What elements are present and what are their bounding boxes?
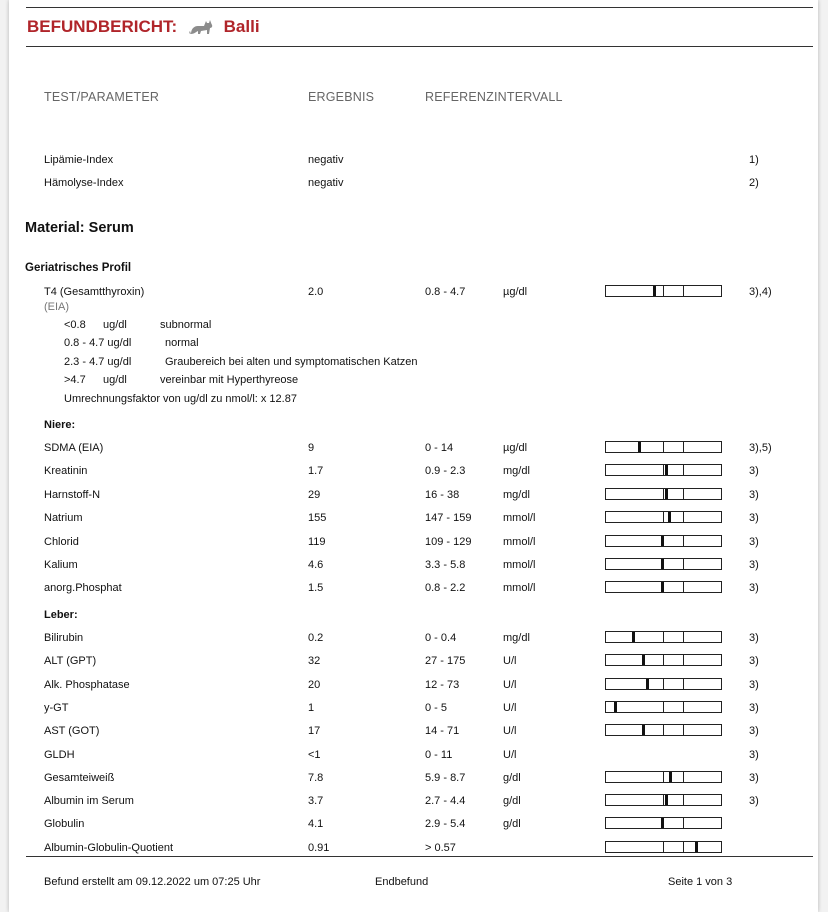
- lab-range-bar: [605, 464, 722, 476]
- lab-parameter-name: Gesamteiweiß: [44, 772, 115, 784]
- lab-result-value: 20: [308, 679, 321, 691]
- t4-unit: µg/dl: [503, 286, 528, 298]
- lab-range-marker: [642, 655, 645, 665]
- lab-parameter-name: Albumin-Globulin-Quotient: [44, 842, 174, 854]
- lab-footnote: 3): [749, 465, 759, 477]
- lab-unit: µg/dl: [503, 442, 528, 454]
- lab-range-bar: [605, 631, 722, 643]
- lab-reference-range: 147 - 159: [425, 512, 472, 524]
- t4-range-marker: [653, 286, 656, 296]
- lab-result-value: 1: [308, 702, 315, 714]
- t4-interp-unit: ug/dl: [103, 374, 127, 386]
- lab-range-bar: [605, 841, 722, 853]
- lab-result-value: 0.2: [308, 632, 324, 644]
- lab-reference-range: 16 - 38: [425, 489, 460, 501]
- header-bottom-rule: [26, 46, 813, 47]
- material-heading: Material: Serum: [25, 220, 134, 236]
- lab-reference-range: 3.3 - 5.8: [425, 559, 466, 571]
- lab-reference-range: 0 - 11: [425, 749, 453, 761]
- lab-result-value: 7.8: [308, 772, 324, 784]
- lab-footnote: 3): [749, 536, 759, 548]
- lab-result-value: 4.1: [308, 818, 324, 830]
- lab-footnote: 3): [749, 655, 759, 667]
- lab-parameter-name: Kreatinin: [44, 465, 88, 477]
- lab-range-marker: [646, 679, 649, 689]
- lab-unit: U/l: [503, 725, 517, 737]
- lab-reference-range: 14 - 71: [425, 725, 460, 737]
- lab-footnote: 3),5): [749, 442, 772, 454]
- lab-result-value: 9: [308, 442, 315, 454]
- lab-parameter-name: Bilirubin: [44, 632, 84, 644]
- lab-range-marker: [665, 465, 668, 475]
- lab-parameter-name: AST (GOT): [44, 725, 100, 737]
- lab-footnote: 3): [749, 795, 759, 807]
- lab-result-value: 17: [308, 725, 321, 737]
- lab-reference-range: 0.9 - 2.3: [425, 465, 466, 477]
- report-page: [9, 0, 818, 912]
- t4-reference: 0.8 - 4.7: [425, 286, 466, 298]
- index-value: negativ: [308, 154, 344, 166]
- lab-range-bar: [605, 701, 722, 713]
- lab-unit: mg/dl: [503, 465, 530, 477]
- lab-parameter-name: Harnstoff-N: [44, 489, 101, 501]
- t4-interp-text: Graubereich bei alten und symptomatischen Katzen: [165, 356, 418, 368]
- lab-unit: g/dl: [503, 795, 521, 807]
- cat-icon: [188, 16, 214, 41]
- lab-unit: U/l: [503, 655, 517, 667]
- lab-range-bar: [605, 678, 722, 690]
- lab-result-value: 155: [308, 512, 327, 524]
- lab-range-bar: [605, 581, 722, 593]
- footer-status: Endbefund: [375, 876, 429, 888]
- patient-name: Balli: [223, 17, 260, 36]
- lab-reference-range: 0 - 5: [425, 702, 448, 714]
- lab-reference-range: 2.9 - 5.4: [425, 818, 466, 830]
- lab-reference-range: 109 - 129: [425, 536, 472, 548]
- lab-range-marker: [661, 536, 664, 546]
- lab-reference-range: 27 - 175: [425, 655, 466, 667]
- index-note: 2): [749, 177, 759, 189]
- lab-result-value: <1: [308, 749, 321, 761]
- lab-result-value: 1.7: [308, 465, 324, 477]
- lab-unit: U/l: [503, 749, 517, 761]
- lab-range-marker: [632, 632, 635, 642]
- profile-heading: Geriatrisches Profil: [25, 262, 132, 274]
- lab-range-marker: [665, 795, 668, 805]
- lab-range-marker: [614, 702, 617, 712]
- t4-method: (EIA): [44, 301, 70, 313]
- lab-range-bar: [605, 488, 722, 500]
- lab-range-marker: [668, 512, 671, 522]
- lab-unit: mmol/l: [503, 582, 536, 594]
- lab-footnote: 3): [749, 489, 759, 501]
- lab-reference-range: 0.8 - 2.2: [425, 582, 466, 594]
- report-title: [27, 16, 260, 40]
- lab-reference-range: 5.9 - 8.7: [425, 772, 466, 784]
- t4-interp-range: 2.3 - 4.7 ug/dl: [64, 356, 132, 368]
- footer-page: Seite 1 von 3: [668, 876, 733, 888]
- t4-interp-text: subnormal: [160, 319, 212, 331]
- lab-result-value: 1.5: [308, 582, 324, 594]
- t4-value: 2.0: [308, 286, 324, 298]
- lab-parameter-name: SDMA (EIA): [44, 442, 104, 454]
- lab-result-value: 0.91: [308, 842, 330, 854]
- lab-result-value: 119: [308, 536, 326, 548]
- lab-range-marker: [669, 772, 672, 782]
- lab-footnote: 3): [749, 679, 759, 691]
- lab-reference-range: 2.7 - 4.4: [425, 795, 466, 807]
- t4-interp-range: 0.8 - 4.7 ug/dl: [64, 337, 132, 349]
- lab-parameter-name: Alk. Phosphatase: [44, 679, 130, 691]
- lab-parameter-name: Albumin im Serum: [44, 795, 134, 807]
- lab-range-bar: [605, 771, 722, 783]
- lab-range-bar: [605, 535, 722, 547]
- lab-range-marker: [661, 559, 664, 569]
- lab-unit: U/l: [503, 702, 517, 714]
- lab-range-marker: [661, 818, 664, 828]
- lab-result-value: 29: [308, 489, 321, 501]
- lab-unit: mg/dl: [503, 632, 530, 644]
- lab-parameter-name: Globulin: [44, 818, 85, 830]
- lab-unit: mg/dl: [503, 489, 530, 501]
- lab-parameter-name: y-GT: [44, 702, 69, 714]
- index-note: 1): [749, 154, 759, 166]
- t4-interp-text: normal: [165, 337, 199, 349]
- lab-range-bar: [605, 817, 722, 829]
- lab-reference-range: > 0.57: [425, 842, 456, 854]
- lab-unit: mmol/l: [503, 559, 536, 571]
- footer-created: Befund erstellt am 09.12.2022 um 07:25 Uhr: [44, 876, 261, 888]
- lab-range-marker: [695, 842, 698, 852]
- lab-reference-range: 0 - 0.4: [425, 632, 457, 644]
- t4-note: 3),4): [749, 286, 772, 298]
- lab-footnote: 3): [749, 632, 759, 644]
- lab-unit: mmol/l: [503, 536, 536, 548]
- lab-footnote: 3): [749, 725, 759, 737]
- lab-result-value: 4.6: [308, 559, 324, 571]
- lab-range-marker: [642, 725, 645, 735]
- lab-result-value: 32: [308, 655, 321, 667]
- lab-footnote: 3): [749, 772, 759, 784]
- t4-interp-range: >4.7: [64, 374, 86, 386]
- lab-unit: U/l: [503, 679, 517, 691]
- lab-range-bar: [605, 558, 722, 570]
- lab-range-marker: [638, 442, 641, 452]
- lab-footnote: 3): [749, 582, 759, 594]
- lab-reference-range: 0 - 14: [425, 442, 454, 454]
- lab-range-marker: [665, 489, 668, 499]
- t4-interp-text: vereinbar mit Hyperthyreose: [160, 374, 299, 386]
- lab-footnote: 3): [749, 559, 759, 571]
- t4-name: T4 (Gesamtthyroxin): [44, 286, 145, 298]
- lab-range-bar: [605, 654, 722, 666]
- index-value: negativ: [308, 177, 344, 189]
- t4-interp-range: <0.8: [64, 319, 86, 331]
- footer-rule: [26, 856, 813, 857]
- lab-reference-range: 12 - 73: [425, 679, 460, 691]
- lab-parameter-name: ALT (GPT): [44, 655, 97, 667]
- lab-parameter-name: Natrium: [44, 512, 83, 524]
- t4-conversion: Umrechnungsfaktor von ug/dl zu nmol/l: x 12.87: [64, 393, 297, 405]
- lab-range-bar: [605, 724, 722, 736]
- t4-interp-unit: ug/dl: [103, 319, 127, 331]
- lab-unit: mmol/l: [503, 512, 536, 524]
- lab-result-value: 3.7: [308, 795, 324, 807]
- lab-range-bar: [605, 794, 722, 806]
- column-header-result: ERGEBNIS: [308, 90, 375, 104]
- index-name: Lipämie-Index: [44, 154, 114, 166]
- report-title-label: BEFUNDBERICHT:: [27, 17, 178, 36]
- lab-unit: g/dl: [503, 818, 521, 830]
- index-name: Hämolyse-Index: [44, 177, 124, 189]
- lab-range-marker: [661, 582, 664, 592]
- lab-parameter-name: Kalium: [44, 559, 78, 571]
- lab-footnote: 3): [749, 702, 759, 714]
- header-top-rule: [26, 7, 813, 8]
- lab-unit: g/dl: [503, 772, 521, 784]
- lab-range-bar: [605, 511, 722, 523]
- lab-range-bar: [605, 441, 722, 453]
- lab-parameter-name: anorg.Phosphat: [44, 582, 122, 594]
- niere-heading: Niere:: [44, 419, 76, 431]
- t4-range-bar: [605, 285, 722, 297]
- lab-footnote: 3): [749, 749, 759, 761]
- column-header-reference: REFERENZINTERVALL: [425, 90, 563, 104]
- lab-parameter-name: GLDH: [44, 749, 75, 761]
- column-header-parameter: TEST/PARAMETER: [44, 90, 160, 104]
- lab-footnote: 3): [749, 512, 759, 524]
- lab-parameter-name: Chlorid: [44, 536, 79, 548]
- leber-heading: Leber:: [44, 609, 78, 621]
